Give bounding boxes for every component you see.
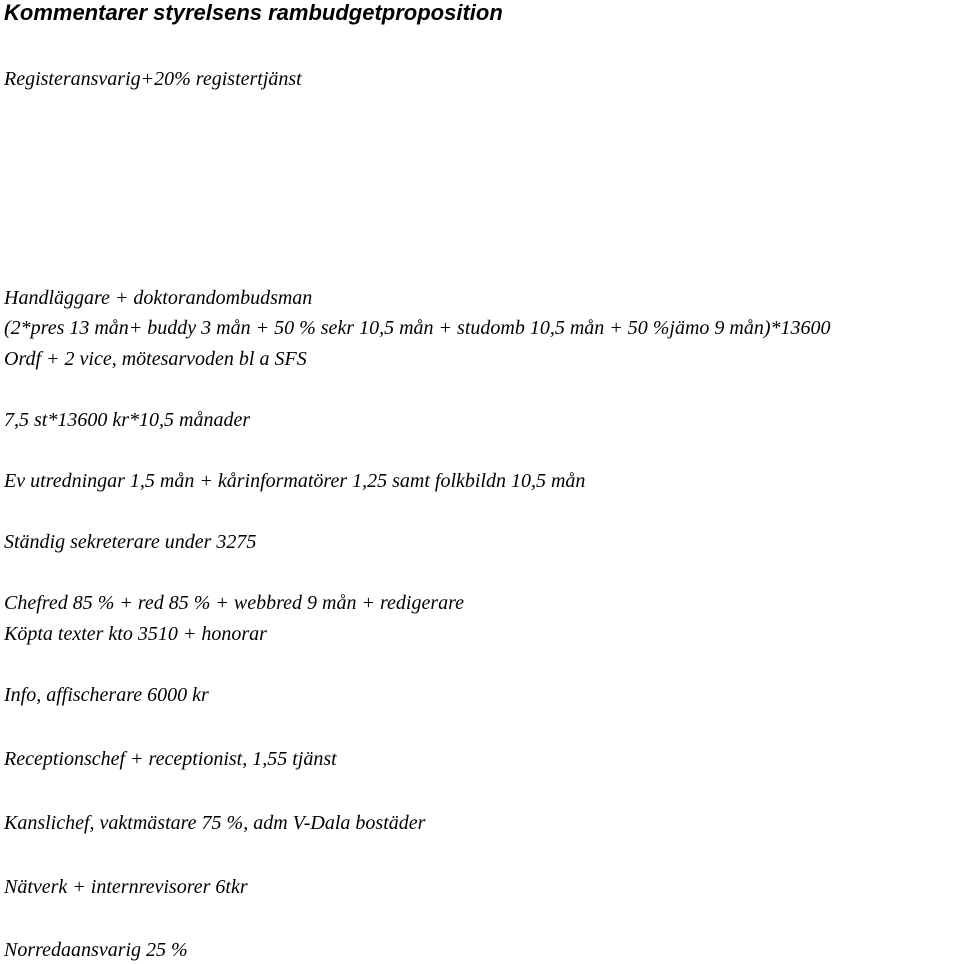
budget-line-manader: 7,5 st*13600 kr*10,5 månader <box>4 409 251 431</box>
budget-line-ordf: Ordf + 2 vice, mötesarvoden bl a SFS <box>4 348 307 370</box>
budget-line-formula-pres: (2*pres 13 mån+ buddy 3 mån + 50 % sekr 10,5 mån + studomb 10,5 mån + 50 %jämo 9 mån)*13600 <box>4 317 831 339</box>
budget-line-registeransvarig: Registeransvarig+20% registertjänst <box>4 68 302 90</box>
budget-line-utredningar: Ev utredningar 1,5 mån + kårinformatörer 1,25 samt folkbildn 10,5 mån <box>4 470 586 492</box>
budget-line-kopta-texter: Köpta texter kto 3510 + honorar <box>4 623 267 645</box>
budget-line-sekreterare: Ständig sekreterare under 3275 <box>4 531 257 553</box>
budget-line-chefred: Chefred 85 % + red 85 % + webbred 9 mån + redigerare <box>4 592 465 614</box>
budget-line-handlaggare: Handläggare + doktorandombudsman <box>4 287 313 309</box>
budget-line-natverk: Nätverk + internrevisorer 6tkr <box>4 876 248 898</box>
document-title: Kommentarer styrelsens rambudgetproposition <box>4 0 503 25</box>
budget-line-norredaansvarig: Norredaansvarig 25 % <box>4 939 188 961</box>
budget-line-info: Info, affischerare 6000 kr <box>4 684 209 706</box>
budget-line-reception: Receptionschef + receptionist, 1,55 tjänst <box>4 748 337 770</box>
budget-line-kanslichef: Kanslichef, vaktmästare 75 %, adm V-Dala bostäder <box>4 812 426 834</box>
